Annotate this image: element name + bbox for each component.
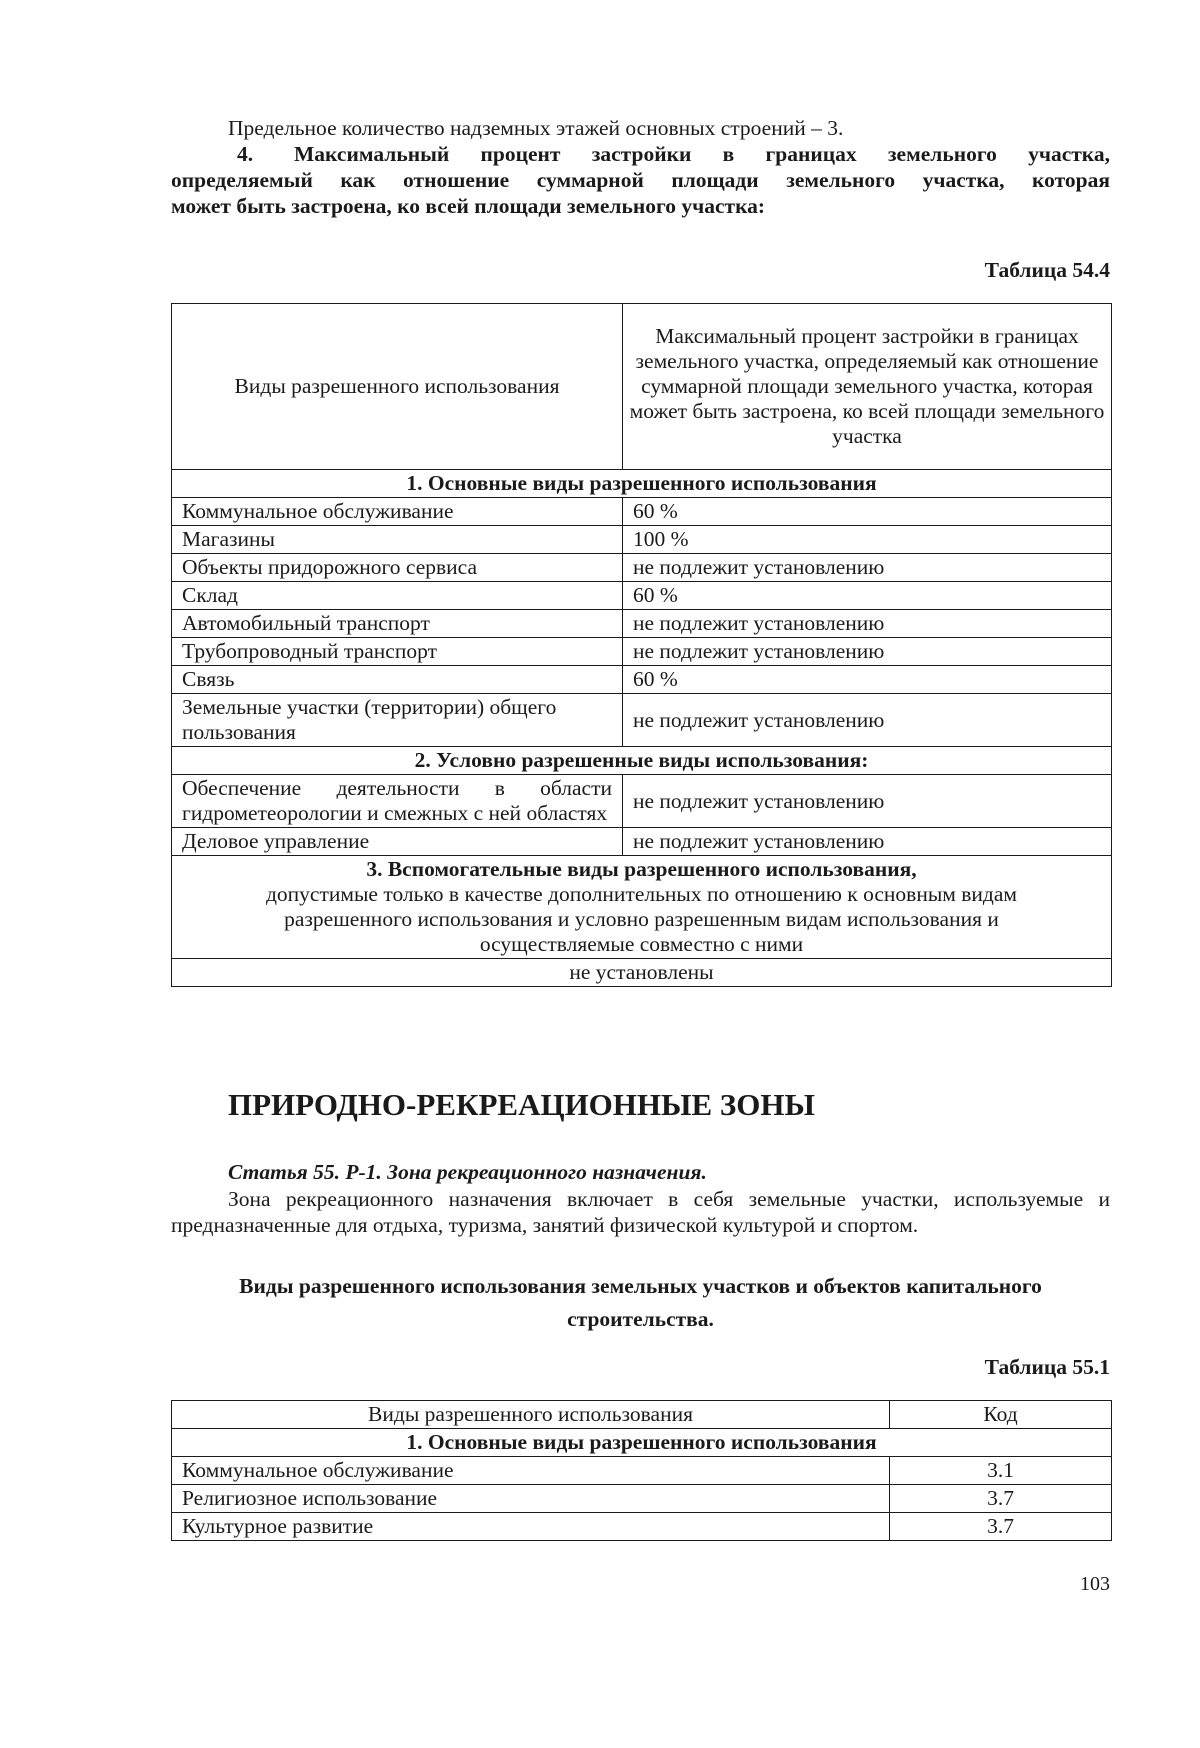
row-value: 60 % — [623, 666, 1112, 694]
row-name: Магазины — [172, 526, 623, 554]
row-name: Склад — [172, 582, 623, 610]
table-55-1-header-row — [172, 1401, 1112, 1429]
page-number: 103 — [1080, 1573, 1110, 1595]
point-4-text-l1: Максимальный процент застройки в границах земельного участка, — [294, 142, 1110, 166]
row-name: Трубопроводный транспорт — [172, 638, 623, 666]
table-row — [172, 775, 1112, 828]
row-name: Обеспечение деятельности в области гидрометеорологии и смежных с ней областях — [172, 775, 623, 828]
table-55-1-label: Таблица 55.1 — [984, 1355, 1110, 1379]
row-value: 100 % — [623, 526, 1112, 554]
row-name: Земельные участки (территории) общего пользования — [172, 694, 623, 747]
floors-limit-text: Предельное количество надземных этажей основных строений – 3. — [228, 116, 844, 140]
table-row — [172, 1457, 1112, 1485]
table-row — [172, 638, 1112, 666]
section-3-heading: 3. Вспомогательные виды разрешенного использования, — [366, 857, 917, 881]
row-code: 3.7 — [890, 1513, 1112, 1541]
table-header-cell: Максимальный процент застройки в границах земельного участка, определяемый как отношение суммарной площади земельного участка, которая может быть застроена, ко всей площади земельного участка — [623, 304, 1112, 470]
row-value: не подлежит установлению — [623, 828, 1112, 856]
table-section-row — [172, 747, 1112, 775]
section-1-heading: 1. Основные виды разрешенного использования — [172, 1429, 1112, 1457]
types-heading: Виды разрешенного использования земельных участков и объектов капитального строительства. — [239, 1274, 1042, 1331]
article-title: Статья 55. Р-1. Зона рекреационного назначения. — [228, 1160, 707, 1184]
table-54-4-header-row — [172, 304, 1112, 470]
table-row — [172, 694, 1112, 747]
row-value: не подлежит установлению — [623, 775, 1112, 828]
row-value: не подлежит установлению — [623, 694, 1112, 747]
section-2-heading: 2. Условно разрешенные виды использования: — [172, 747, 1112, 775]
table-54-4-label: Таблица 54.4 — [984, 258, 1110, 282]
table-row — [172, 554, 1112, 582]
section-1-heading: 1. Основные виды разрешенного использования — [172, 470, 1112, 498]
row-value: не подлежит установлению — [623, 638, 1112, 666]
section-3-description: допустимые только в качестве дополнительных по отношению к основным видам разрешенного использования и условно разрешенным видам использования и осуществляемые совместно с ними — [265, 882, 1018, 956]
table-row — [172, 959, 1112, 987]
point-4-block — [171, 141, 1110, 219]
row-name: Коммунальное обслуживание — [172, 1457, 890, 1485]
row-name: Связь — [172, 666, 623, 694]
section-3-value: не установлены — [172, 959, 1112, 987]
table-section-row — [172, 470, 1112, 498]
article-text: Зона рекреационного назначения включает в себя земельные участки, используемые и предназначенные для отдыха, туризма, занятий физической культурой и спортом. — [171, 1187, 1110, 1237]
row-name: Автомобильный транспорт — [172, 610, 623, 638]
row-code: 3.7 — [890, 1485, 1112, 1513]
table-row — [172, 828, 1112, 856]
table-header-cell: Виды разрешенного использования — [172, 1401, 890, 1429]
table-row — [172, 526, 1112, 554]
zone-heading: ПРИРОДНО-РЕКРЕАЦИОННЫЕ ЗОНЫ — [228, 1087, 815, 1122]
point-4-text-l3: может быть застроена, ко всей площади земельного участка: — [171, 194, 766, 218]
row-name: Объекты придорожного сервиса — [172, 554, 623, 582]
table-header-cell: Код — [890, 1401, 1112, 1429]
table-55-1 — [171, 1400, 1112, 1541]
row-name: Религиозное использование — [172, 1485, 890, 1513]
table-row — [172, 1513, 1112, 1541]
table-row — [172, 498, 1112, 526]
row-code: 3.1 — [890, 1457, 1112, 1485]
table-section-row — [172, 1429, 1112, 1457]
table-row — [172, 582, 1112, 610]
row-value: не подлежит установлению — [623, 554, 1112, 582]
point-4-number: 4. — [237, 142, 254, 166]
row-name: Культурное развитие — [172, 1513, 890, 1541]
table-row — [172, 1485, 1112, 1513]
table-section-row — [172, 856, 1112, 959]
point-4-line1 — [171, 141, 1110, 167]
table-row — [172, 666, 1112, 694]
section-3-cell — [172, 856, 1112, 959]
row-name: Коммунальное обслуживание — [172, 498, 623, 526]
table-header-cell: Виды разрешенного использования — [172, 304, 623, 470]
row-value: не подлежит установлению — [623, 610, 1112, 638]
point-4-text-l2: определяемый как отношение суммарной площади земельного участка, которая — [171, 168, 1110, 192]
table-54-4 — [171, 303, 1112, 987]
row-value: 60 % — [623, 582, 1112, 610]
row-name: Деловое управление — [172, 828, 623, 856]
row-value: 60 % — [623, 498, 1112, 526]
table-row — [172, 610, 1112, 638]
